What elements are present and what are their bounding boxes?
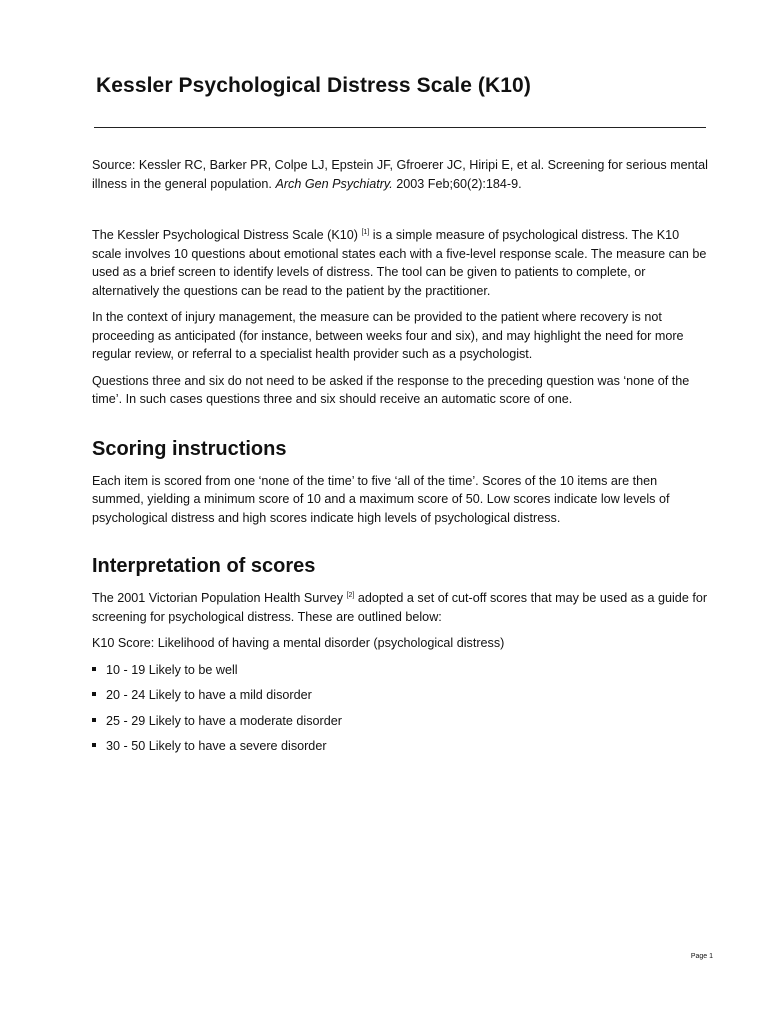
list-item: 25 - 29 Likely to have a moderate disorder — [92, 712, 712, 738]
square-bullet-icon — [92, 667, 96, 671]
score-list-heading: K10 Score: Likelihood of having a mental disorder (psychological distress) — [92, 636, 505, 650]
title-divider — [94, 127, 706, 128]
interpretation-heading: Interpretation of scores — [92, 555, 316, 577]
square-bullet-icon — [92, 692, 96, 696]
reference-marker-2: [2] — [346, 592, 355, 599]
square-bullet-icon — [92, 718, 96, 722]
square-bullet-icon — [92, 743, 96, 747]
scoring-heading: Scoring instructions — [92, 437, 287, 460]
list-item: 10 - 19 Likely to be well — [92, 661, 712, 687]
page-number: Page 1 — [690, 953, 713, 960]
document-body — [92, 156, 712, 763]
intro-paragraph-1: The Kessler Psychological Distress Scale (K10) [1] is a simple measure of psychological distress. The K10 scale involves 10 questions about emotional states each with a five-level response scale. The measure can be used as a brief screen to identify levels of distress. The tool can be given to patients to complete, or alternatively the questions can be read to the patient by the practitioner. — [92, 228, 707, 298]
source-reference: 2003 Feb;60(2):184-9. — [396, 176, 522, 191]
intro-paragraph-3: Questions three and six do not need to be asked if the response to the preceding question was ‘none of the time’. In such cases questions three and six should receive an automatic score of one. — [92, 373, 690, 406]
page-title: Kessler Psychological Distress Scale (K10) — [96, 74, 531, 97]
reference-marker-1: [1] — [361, 229, 370, 236]
source-text: Source: Kessler RC, Barker PR, Colpe LJ, Epstein JF, Gfroerer JC, Hiripi E, et al. Screening for serious mental illness in the general population. — [92, 158, 708, 191]
list-item: 20 - 24 Likely to have a mild disorder — [92, 686, 712, 712]
source-citation — [92, 156, 712, 193]
intro-paragraph-2: In the context of injury management, the measure can be provided to the patient where recovery is not proceeding as anticipated (for instance, between weeks four and six), and may highlight the need for more regular review, or referral to a specialist health provider such as a psychologist. — [92, 310, 684, 361]
source-journal: Arch Gen Psychiatry. — [275, 176, 393, 191]
score-list — [92, 661, 712, 763]
list-item: 30 - 50 Likely to have a severe disorder — [92, 737, 712, 763]
interpretation-paragraph: The 2001 Victorian Population Health Survey [2] adopted a set of cut-off scores that may be used as a guide for screening for psychological distress. These are outlined below: — [92, 591, 708, 624]
scoring-paragraph: Each item is scored from one ‘none of the time’ to five ‘all of the time’. Scores of the 10 items are then summed, yielding a minimum score of 10 and a maximum score of 50. Low scores indicate low levels of psychological distress and high scores indicate high levels of psychological distress. — [92, 473, 670, 525]
